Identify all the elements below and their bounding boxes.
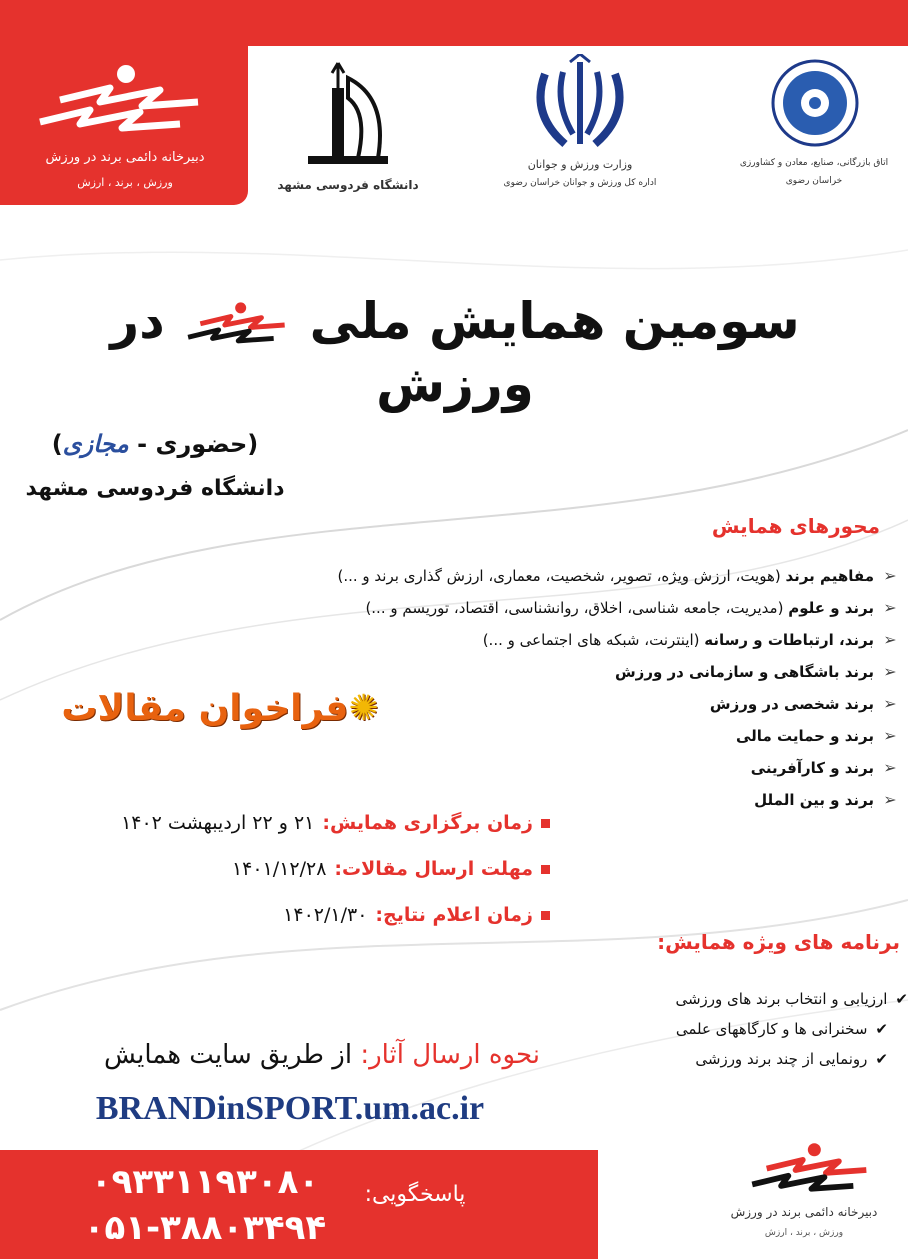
conference-mode [30,430,280,458]
special-programs-list [540,984,908,1074]
axes-heading: محورهای همایش [711,514,880,538]
call-for-papers-text: فراخوان مقالات [61,688,349,729]
phone-landline[interactable]: ۰۵۱-۳۸۸۰۳۴۹۴ [83,1208,327,1248]
footer-brand-tagline: ورزش ، برند ، ارزش [764,1228,844,1238]
arrow-bullet-icon: ➢ [883,598,897,617]
ministry-caption-2: اداره کل ورزش و جوانان خراسان رضوی [503,178,657,188]
list-item: ✔ ارزیابی و انتخاب برند های ورزشی [540,984,908,1014]
list-item: ➢ مفاهیم برند (هویت، ارزش ویژه، تصویر، شخصیت، معماری، ارزش گذاری برند و ...) [170,560,898,592]
mode-paren-open: ( [247,430,259,458]
special-programs-heading: برنامه های ویژه همایش: [657,930,900,954]
arrow-bullet-icon: ➢ [883,662,897,681]
footer-brand-caption: دبیرخانه دائمی برند در ورزش [730,1205,878,1219]
arrow-bullet-icon: ➢ [883,790,897,809]
contact-footer [0,1150,598,1259]
footer-brand-logo-icon [745,1140,875,1200]
arrow-bullet-icon: ➢ [883,694,897,713]
website-link[interactable]: BRANDinSPORT.um.ac.ir [95,1090,485,1127]
arrow-bullet-icon: ➢ [883,566,897,585]
brand-logo-icon [30,62,210,142]
top-band [248,0,908,46]
mode-paren-close: ) [51,430,63,458]
submission-method: نحوه ارسال آثار: از طریق سایت همایش [103,1040,540,1070]
arrow-bullet-icon: ➢ [883,726,897,745]
list-item: ➢ برند باشگاهی و سازمانی در ورزش [170,656,898,688]
date-row: زمان اعلام نتایج: ۱۴۰۲/۱/۳۰ [10,892,550,938]
ministry-caption-1: وزارت ورزش و جوانان [527,158,633,171]
chamber-of-commerce-logo-icon [770,58,860,148]
ferdowsi-logo-caption: دانشگاه فردوسی مشهد [277,178,419,192]
square-bullet-icon [541,865,550,874]
ferdowsi-university-logo-icon [298,58,398,178]
conference-title [40,292,870,413]
brand-tagline: ورزش ، برند ، ارزش [77,176,173,189]
date-row: مهلت ارسال مقالات: ۱۴۰۱/۱۲/۲۸ [10,846,550,892]
check-icon: ✔ [875,1050,888,1068]
brand-header [0,0,248,205]
square-bullet-icon [541,819,550,828]
list-item: ➢ برند و بین الملل [170,784,898,816]
mode-in-person: حضوری [155,430,248,458]
list-item: ✔ سخنرانی ها و کارگاههای علمی [540,1014,908,1044]
ministry-logo-card [500,48,660,210]
check-icon: ✔ [875,1020,888,1038]
phone-mobile[interactable]: ۰۹۳۳۱۱۹۳۰۸۰ [90,1162,320,1202]
call-for-papers [40,688,400,729]
arrow-bullet-icon: ➢ [883,630,897,649]
list-item: ➢ برند، ارتباطات و رسانه (اینترنت، شبکه های اجتماعی و ...) [170,624,898,656]
square-bullet-icon [541,911,550,920]
chamber-caption-1: اتاق بازرگانی، صنایع، معادن و کشاورزی [739,158,889,168]
title-part-2: در ورزش [110,292,534,413]
title-brand-logo-icon [182,295,292,355]
arrow-bullet-icon: ➢ [883,758,897,777]
dates-block [10,800,550,938]
chamber-logo-card [720,48,908,210]
date-row: زمان برگزاری همایش: ۲۱ و ۲۲ اردیبهشت ۱۴۰۲ [10,800,550,846]
conference-location: دانشگاه فردوسی مشهد [25,476,285,501]
contact-label: پاسخگویی: [364,1182,466,1207]
list-item: ➢ برند شخصی در ورزش [170,688,898,720]
star-icon: ✺ [348,688,379,729]
check-icon: ✔ [895,990,908,1008]
brand-office-name: دبیرخانه دائمی برند در ورزش [45,150,205,165]
list-item: ✔ رونمایی از چند برند ورزشی [540,1044,908,1074]
iran-emblem-logo-icon [525,54,635,154]
mode-dash: - [128,430,156,458]
chamber-caption-2: خراسان رضوی [785,176,843,186]
title-part-1: سومین همایش ملی [309,292,800,350]
list-item: ➢ برند و کارآفرینی [170,752,898,784]
mode-virtual: مجازی [62,430,129,458]
list-item: ➢ برند و علوم (مدیریت، جامعه شناسی، اخلاق، روانشناسی، اقتصاد، توریسم و ...) [170,592,898,624]
list-item: ➢ برند و حمایت مالی [170,720,898,752]
ferdowsi-logo-card [268,48,428,210]
